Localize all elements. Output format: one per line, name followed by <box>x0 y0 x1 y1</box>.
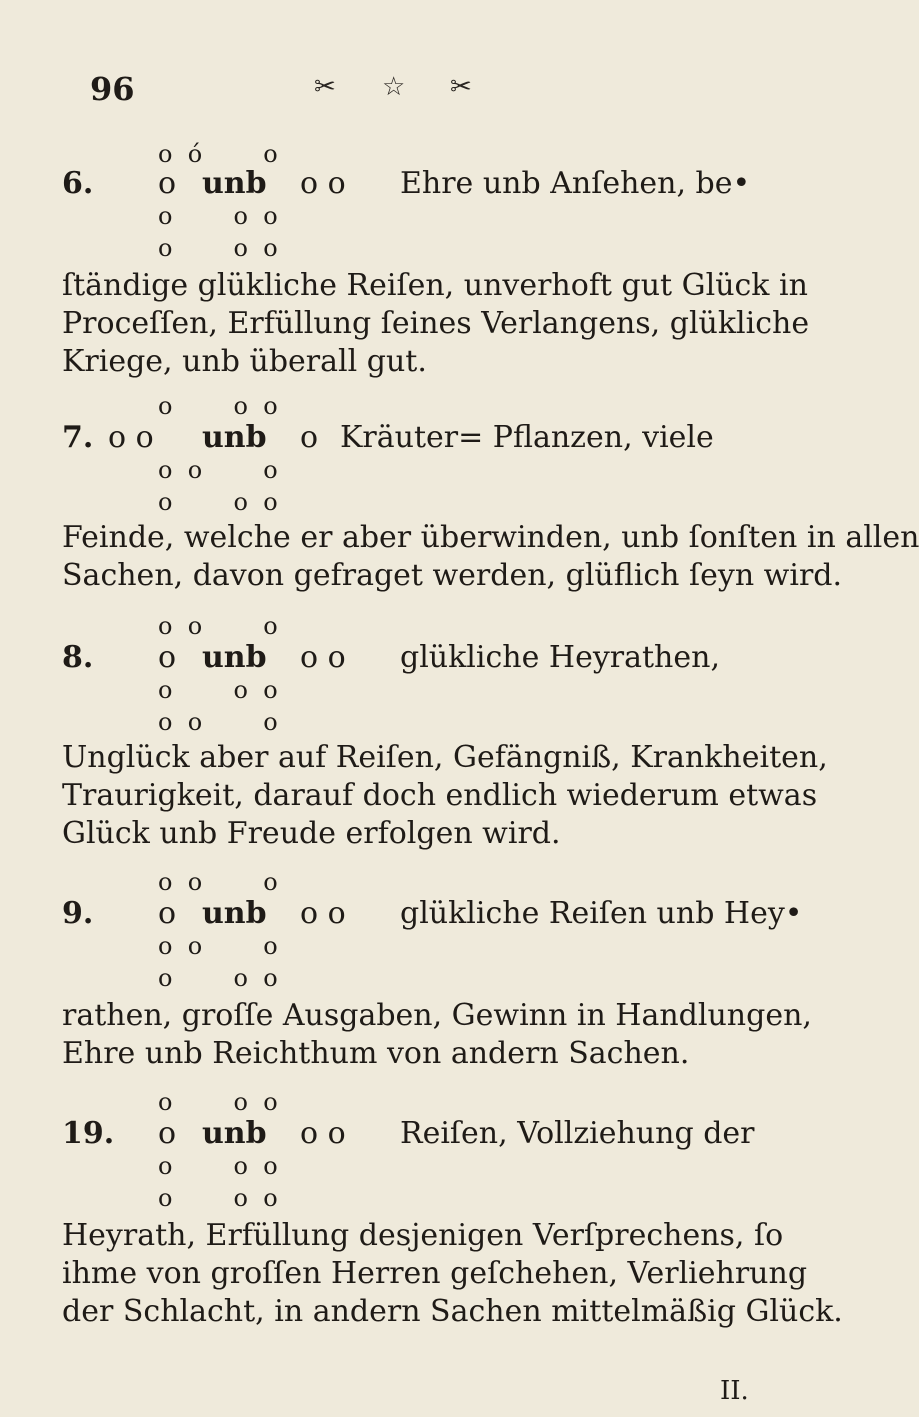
entry-heading-text: glükliche Reiſen unb Hey• <box>400 896 803 931</box>
geomantic-dots-row-4: o o o <box>158 708 278 736</box>
entry-text-line: rathen, groſſe Ausgaben, Gewinn in Handlungen, <box>62 998 812 1033</box>
geomantic-dots-row-2-right: o o <box>300 640 346 675</box>
entry-heading-text: glükliche Heyrathen, <box>400 640 720 675</box>
und-word: unb <box>202 420 267 455</box>
geomantic-dots-row-2-right: o <box>300 420 319 455</box>
geomantic-dots-row-2-right: o o <box>300 166 346 201</box>
geomantic-dots-row-3: o o o <box>158 676 278 704</box>
und-word: unb <box>202 1116 267 1151</box>
entry-text-line: der Schlacht, in andern Sachen mittelmäßig Glück. <box>62 1294 843 1329</box>
ornament-icon: ✂ <box>450 72 472 102</box>
entry-number: 19. <box>62 1116 115 1151</box>
geomantic-dots-row-3: o o o <box>158 456 278 484</box>
entry-heading-text: Ehre unb Anſehen, be• <box>400 166 751 201</box>
page-signature: II. <box>720 1376 749 1406</box>
entry-text-line: ſtändige glükliche Reiſen, unverhoft gut Glück in <box>62 268 808 303</box>
geomantic-dots-row-1: o ó o <box>158 140 278 168</box>
entry-number: 8. <box>62 640 94 675</box>
entry-text-line: Sachen, davon gefraget werden, glüflich ſeyn wird. <box>62 558 843 593</box>
entry-number: 7. <box>62 420 94 455</box>
geomantic-dots-row-3: o o o <box>158 202 278 230</box>
entry-text-line: Ehre unb Reichthum von andern Sachen. <box>62 1036 690 1071</box>
und-word: unb <box>202 640 267 675</box>
page-number: 96 <box>90 70 135 108</box>
ornament-icon: ✂ <box>314 72 336 102</box>
geomantic-dots-row-3: o o o <box>158 1152 278 1180</box>
page-header <box>90 70 730 110</box>
geomantic-dots-row-4: o o o <box>158 964 278 992</box>
entry-text-line: Kriege, unb überall gut. <box>62 344 427 379</box>
geomantic-dots-row-2-left: o o <box>108 420 154 455</box>
entry-number: 6. <box>62 166 94 201</box>
geomantic-dots-row-4: o o o <box>158 488 278 516</box>
geomantic-dots-row-2-right: o o <box>300 1116 346 1151</box>
geomantic-dots-row-1: o o o <box>158 612 278 640</box>
entry-heading-text: Reiſen, Vollziehung der <box>400 1116 755 1151</box>
geomantic-dots-row-1: o o o <box>158 868 278 896</box>
geomantic-dots-row-2-left: o <box>158 166 177 201</box>
geomantic-dots-row-2-left: o <box>158 1116 177 1151</box>
und-word: unb <box>202 896 267 931</box>
entry-text-line: Proceſſen, Erfüllung ſeines Verlangens, glükliche <box>62 306 810 341</box>
geomantic-dots-row-2-left: o <box>158 640 177 675</box>
entry-text-line: Unglück aber auf Reiſen, Gefängniß, Krankheiten, <box>62 740 828 775</box>
entry-text-line: Traurigkeit, darauf doch endlich wiederum etwas <box>62 778 818 813</box>
und-word: unb <box>202 166 267 201</box>
geomantic-dots-row-2-right: o o <box>300 896 346 931</box>
geomantic-dots-row-4: o o o <box>158 234 278 262</box>
geomantic-dots-row-3: o o o <box>158 932 278 960</box>
geomantic-dots-row-1: o o o <box>158 1088 278 1116</box>
geomantic-dots-row-4: o o o <box>158 1184 278 1212</box>
entry-number: 9. <box>62 896 94 931</box>
entry-text-line: Glück unb Freude erfolgen wird. <box>62 816 561 851</box>
entry-text-line: ihme von groſſen Herren geſchehen, Verliehrung <box>62 1256 808 1291</box>
geomantic-dots-row-1: o o o <box>158 392 278 420</box>
entry-text-line: Feinde, welche er aber überwinden, unb ſonſten in allen <box>62 520 919 555</box>
star-ornament-icon: ☆ <box>382 72 406 102</box>
entry-text-line: Heyrath, Erfüllung desjenigen Verſprechens, ſo <box>62 1218 784 1253</box>
geomantic-dots-row-2-left: o <box>158 896 177 931</box>
entry-heading-text: Kräuter= Pflanzen, viele <box>340 420 714 455</box>
